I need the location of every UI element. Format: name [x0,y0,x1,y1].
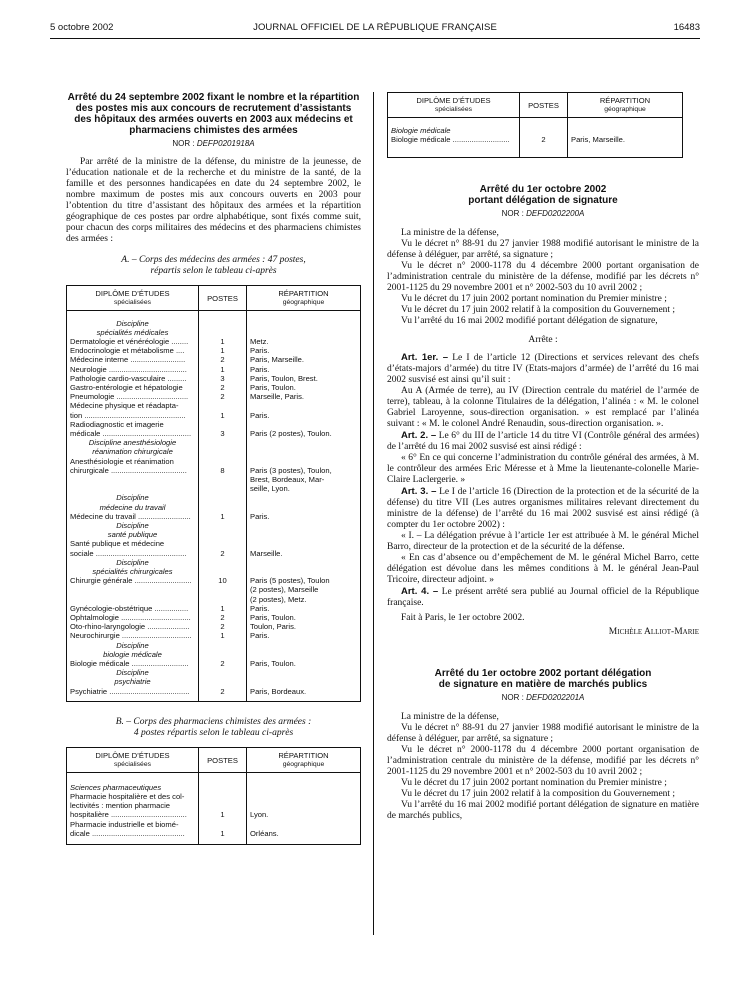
cell-diplome: Biologie médicale ........................... [67,659,199,668]
cell-postes [199,585,247,594]
table-row [67,829,361,838]
col-diplome: DIPLÔME D’ÉTUDES spécialisées [67,748,199,773]
cell-postes: 1 [199,337,247,346]
cell-diplome: sociale ........................................... [67,549,199,558]
cell-postes: 2 [199,622,247,631]
cell-repartition: Toulon, Paris. [247,622,361,631]
cell-postes: 2 [199,687,247,696]
nor-code: DEFD0202201A [526,693,585,703]
table-row [67,650,361,659]
cell-diplome: Dermatologie et vénéréologie ........ [67,337,199,346]
col-repartition: RÉPARTITION géographique [568,93,683,118]
cell-repartition: (2 postes), Metz. [247,595,361,604]
arrete-2-body: La ministre de la défense, Vu le décret n° 88-91 du 27 janvier 1988 modifié autorisant le ministre de la défense à déléguer, par arrêté, sa signature ; Vu le décret n° 2000-1178 du 4 décembre 2000 portant organisation de l’administration centrale du ministère de la défense, modifié par les décrets n° 2001-1125 du 29 novembre 2001 et n° 2002-503 du 10 avril 2002 ; Vu le décret du 17 juin 2002 portant nomination du Premier ministre ; Vu le décret du 17 juin 2002 relatif à la composition du Gouvernement ; Vu l’arrêté du 16 mai 2002 modifié portant délégation de signature, Arrête : Art. 1er. – Le I de l’article 12 (Directions et services relevant des chefs d’états-majors d’armée) du titre IV (Etats-majors d’armée) de l’arrêté du 16 mai 2002 susvisé est ainsi qu’il suit : Au A (Armée de terre), au IV (Direction centrale du matériel de l’armée de terre), tableau, à la colonne Titulaires de la délégation, l’alinéa : « M. le colonel Gabriel Laroyenne, sous-direction organisation. » est remplacé par l’alinéa suivant : « M. le colonel André Renaudin, sous-direction organisation. ». Art. 2. – Le 6° du III de l’article 14 du titre VI (Contrôle général des armées) de l’arrêté du 16 mai 2002 susvisé est ainsi rédigé : « 6° En ce qui concerne l’administration du contrôle général des armées, à M. le contrôleur des armées Eric Méresse et à Mme la lieutenante-colonelle Marie-Claire Laclergerie. » Art. 3. – Le I de l’article 16 (Direction de la protection et de la sécurité de la défense) du titre VII (Les autres organismes militaires relevant directement du ministre de la défense) de l’arrêté du 16 mai 2002 susvisé est ainsi rédigé (à compter du 1er octobre 2002) : « I. – La délégation prévue à l’article 1er est attribuée à M. le général Michel Barro, directeur de la protection et de la sécurité de la défense. « En cas d’absence ou d’empêchement de M. le général Michel Barro, cette délégation est dévolue dans les mêmes conditions à M. le général Jean-Paul Tricoire, directeur adjoint. » Art. 4. – Le présent arrêté sera publié au Journal officiel de la République française. Fait à Paris, le 1er octobre 2002. Michèle Alliot-Marie [387,228,700,638]
table-row [67,595,361,604]
cell-repartition [247,420,361,429]
cell-repartition [247,820,361,829]
cell-diplome: Psychiatrie ...................................... [67,687,199,696]
cell-postes: 1 [199,365,247,374]
discipline-label: réanimation chirurgicale [92,447,173,457]
table-spacer [388,144,683,158]
section-b-subheading: 4 postes répartis selon le tableau ci-après [133,728,294,739]
cell-postes [199,420,247,429]
discipline-label: Discipline [116,668,149,678]
cell-repartition: Paris (3 postes), Toulon, [247,466,361,475]
table-row [67,475,361,484]
cell-diplome [67,475,199,484]
col-postes: POSTES [199,286,247,311]
table-continuation-body [388,118,683,158]
cell-diplome: hospitalière .................................... [67,810,199,819]
table-continuation [387,92,683,158]
cell-repartition: seille, Lyon. [247,484,361,493]
arrete-2-title: Arrêté du 1er octobre 2002 portant délégation de signature [468,184,618,207]
table-medecins-body [67,311,361,702]
arrete-keyword: Arrête : [528,335,558,346]
cell-repartition: Paris, Marseille. [247,355,361,364]
table-row [67,392,361,401]
cell-repartition: Metz. [247,337,361,346]
cell-postes: 1 [199,829,247,838]
cell-diplome: Neurochirurgie ................................. [67,631,199,640]
table-row [67,539,361,548]
cell-diplome: dicale ............................................ [67,829,199,838]
discipline-label: Discipline anesthésiologie [88,438,177,448]
table-row [67,466,361,475]
page-header [50,22,700,36]
column-divider [373,92,374,935]
table-row [67,820,361,829]
table-row [67,604,361,613]
discipline-label: biologie médicale [103,649,162,659]
table-row [67,783,361,792]
discipline-label: Discipline [116,318,149,328]
cell-postes: 3 [199,374,247,383]
cell-repartition: Paris, Marseille. [568,135,683,144]
table-row [67,622,361,631]
cell-diplome: Anesthésiologie et réanimation [67,457,199,466]
arrete-1-nor: NOR : DEFP0201918A [172,139,255,148]
table-row [67,801,361,810]
section-a-heading: A. – Corps des médecins des armées : 47 postes, [121,255,306,265]
cell-diplome [67,595,199,604]
article-3: Art. 3. – Le I de l’article 16 (Direction de la protection et de la sécurité de la défense) du titre VII (Les autres organismes militaires relevant directement du ministre de la défense) de l’arrêté du 16 mai 2002 susvisé est ainsi rédigé (à compter du 1er octobre 2002) : [387,486,700,531]
article-1: Art. 1er. – Le I de l’article 12 (Directions et services relevant des chefs d’états-majors d’armée) du titre IV (Etats-majors d’armée) de l’arrêté du 16 mai 2002 susvisé est ainsi qu’il suit : [387,352,699,386]
cell-diplome: chirurgicale .................................... [67,466,199,475]
cell-repartition: Paris, Toulon, Brest. [247,374,361,383]
discipline-label: Discipline [116,640,149,650]
table-spacer [67,838,361,844]
table-row [67,668,361,677]
table-spacer [67,696,361,702]
table-row [67,503,361,512]
cell-postes [199,457,247,466]
table-row [67,512,361,521]
cell-diplome: Gastro-entérologie et hépatologie [67,383,199,392]
discipline-label: Biologie médicale [391,125,451,135]
table-row [67,438,361,447]
table-row [67,792,361,801]
cell-repartition: Brest, Bordeaux, Mar- [247,475,361,484]
cell-repartition: Marseille, Paris. [247,392,361,401]
cell-repartition: Paris. [247,512,361,521]
header-page-number: 16483 [673,22,700,33]
cell-postes: 8 [199,466,247,475]
table-row [67,521,361,530]
cell-postes [199,820,247,829]
table-row [67,401,361,410]
table-row [67,677,361,686]
col-repartition: RÉPARTITION géographique [247,286,361,311]
cell-postes: 1 [199,810,247,819]
cell-diplome: Médecine interne .......................... [67,355,199,364]
cell-postes [199,792,247,801]
cell-diplome: Endocrinologie et métabolisme .... [67,346,199,355]
discipline-label: médecine du travail [99,502,166,512]
header-journal-title: JOURNAL OFFICIEL DE LA RÉPUBLIQUE FRANÇAISE [253,22,497,33]
table-row [67,420,361,429]
cell-diplome: Médecine physique et réadapta- [67,401,199,410]
discipline-label: psychiatrie [114,677,151,687]
table-row [67,659,361,668]
table-spacer [67,311,361,319]
cell-repartition: Paris (2 postes), Toulon. [247,429,361,438]
cell-postes [199,475,247,484]
cell-diplome: Neurologie ..................................... [67,365,199,374]
col-diplome: DIPLÔME D’ÉTUDES spécialisées [388,93,520,118]
cell-diplome: Santé publique et médecine [67,539,199,548]
article-2: Art. 2. – Le 6° du III de l’article 14 du titre VI (Contrôle général des armées) de l’arrêté du 16 mai 2002 susvisé est ainsi rédigé : [387,430,699,453]
header-date: 5 octobre 2002 [50,22,114,33]
cell-diplome: Pharmacie industrielle et biomé- [67,820,199,829]
table-row [67,355,361,364]
cell-diplome: Pathologie cardio-vasculaire ......... [67,374,199,383]
arrete-1-title: Arrêté du 24 septembre 2002 fixant le nombre et la répartition des postes mis aux concours de recrutement d’assistants des hôpitaux des armées ouverts en 2003 aux médecins et pharmaciens chimistes des armées [67,92,360,136]
cell-postes: 2 [199,549,247,558]
table-row [67,411,361,420]
table-row [67,613,361,622]
section-a-subheading: répartis selon le tableau ci-après [150,266,277,276]
table-row [67,687,361,696]
table-row [67,641,361,650]
cell-postes: 1 [199,631,247,640]
col-diplome: DIPLÔME D’ÉTUDES spécialisées [67,286,199,311]
cell-repartition: Lyon. [247,810,361,819]
cell-repartition: Paris, Toulon. [247,613,361,622]
cell-repartition: Paris, Toulon. [247,383,361,392]
cell-diplome: Gynécologie-obstétrique ................ [67,604,199,613]
section-b-heading: B. – Corps des pharmaciens chimistes des armées : [115,717,312,728]
cell-postes: 1 [199,346,247,355]
table-row [67,328,361,337]
cell-diplome [67,585,199,594]
table-pharmaciens [66,747,361,844]
right-column [387,92,699,822]
arrete-3-title: Arrêté du 1er octobre 2002 portant délégation de signature en matière de marchés publics [434,668,652,691]
table-row [67,810,361,819]
cell-repartition: Paris. [247,346,361,355]
cell-postes: 1 [199,512,247,521]
cell-diplome: Radiodiagnostic et imagerie [67,420,199,429]
col-postes: POSTES [199,748,247,773]
table-pharmaciens-body [67,773,361,844]
discipline-label: santé publique [107,530,158,540]
cell-postes: 1 [199,411,247,420]
table-spacer [67,773,361,783]
cell-diplome: médicale .......................................... [67,429,199,438]
cell-postes [199,595,247,604]
left-column [66,92,361,845]
discipline-label: spécialités médicales [96,327,169,337]
table-row [67,457,361,466]
table-row [67,337,361,346]
cell-postes: 2 [199,383,247,392]
table-row [67,631,361,640]
header-rule [50,38,700,39]
cell-postes: 10 [199,576,247,585]
table-medecins [66,285,361,702]
cell-postes: 3 [199,429,247,438]
table-row [388,126,683,135]
cell-repartition [247,792,361,801]
table-row [67,558,361,567]
table-row [67,447,361,456]
table-row [67,585,361,594]
cell-repartition [247,801,361,810]
cell-repartition: Paris. [247,365,361,374]
fait-a-paris: Fait à Paris, le 1er octobre 2002. [401,613,525,624]
cell-diplome: Ophtalmologie ................................. [67,613,199,622]
cell-repartition: Orléans. [247,829,361,838]
cell-diplome: tion ................................................ [67,411,199,420]
table-row [67,484,361,493]
cell-postes [199,484,247,493]
table-row [67,365,361,374]
cell-diplome: lectivités : mention pharmacie [67,801,199,810]
cell-postes: 2 [199,613,247,622]
cell-repartition: Paris. [247,631,361,640]
table-spacer [388,118,683,126]
cell-repartition: Paris. [247,411,361,420]
table-row [67,567,361,576]
cell-repartition: (2 postes), Marseille [247,585,361,594]
cell-postes: 1 [199,604,247,613]
col-postes: POSTES [520,93,568,118]
table-row [67,530,361,539]
arrete-3-nor: NOR : DEFD0202201A [501,693,585,703]
arrete-1-body: Par arrêté de la ministre de la défense, du ministre de la jeunesse, de l’éducation nationale et de la recherche et du ministre de la santé, de la famille et des personnes handicapées en date du 24 septembre 2002, le nombre maximum de postes mis aux concours ouverts en 2003 pour l’obtention du titre d’assistant des hôpitaux des armées et la répartition géographique de ces postes par ordre alphabétique, sont fixés comme suit, pour chacun des corps militaires des médecins et des pharmaciens chimistes des armées : [66,157,361,244]
cell-repartition: Paris, Bordeaux. [247,687,361,696]
cell-diplome: Pharmacie hospitalière et des col- [67,792,199,801]
table-row [67,346,361,355]
cell-repartition [247,539,361,548]
discipline-label: Sciences pharmaceutiques [70,782,162,792]
cell-repartition [247,401,361,410]
cell-postes: 2 [199,659,247,668]
cell-diplome: Chirurgie générale ........................... [67,576,199,585]
table-row [67,429,361,438]
table-row [67,493,361,502]
cell-diplome: Pneumologie .................................. [67,392,199,401]
table-row [67,576,361,585]
table-row [67,374,361,383]
arrete-3-body: La ministre de la défense, Vu le décret n° 88-91 du 27 janvier 1988 modifié autorisant le ministre de la défense à déléguer, par arrêté, sa signature ; Vu le décret n° 2000-1178 du 4 décembre 2000 portant organisation de l’administration centrale du ministère de la défense, modifié par les décrets n° 2001-1125 du 29 novembre 2001 et n° 2002-503 du 10 avril 2002 ; Vu le décret du 17 juin 2002 portant nomination du Premier ministre ; Vu le décret du 17 juin 2002 relatif à la composition du Gouvernement ; Vu l’arrêté du 16 mai 2002 modifié portant délégation de signature en matière de marchés publics, [387,712,699,822]
cell-diplome: Biologie médicale ........................... [388,135,520,144]
arrete-2-nor: NOR : DEFD0202200A [501,209,585,219]
nor-code: DEFD0202200A [526,209,585,219]
cell-repartition: Paris (5 postes), Toulon [247,576,361,585]
discipline-label: Discipline [116,520,149,530]
cell-postes [199,801,247,810]
cell-postes: 2 [520,135,568,144]
cell-postes [199,401,247,410]
signature: Michèle Alliot-Marie [608,627,699,638]
cell-diplome [67,484,199,493]
cell-repartition [247,457,361,466]
nor-code: DEFP0201918A [196,139,255,148]
article-4: Art. 4. – Le présent arrêté sera publié au Journal officiel de la République française. [387,586,699,609]
cell-postes [199,539,247,548]
cell-postes: 2 [199,355,247,364]
cell-repartition: Paris, Toulon. [247,659,361,668]
table-row [67,319,361,328]
table-row [388,135,683,144]
cell-diplome: Médecine du travail ......................... [67,512,199,521]
col-repartition: RÉPARTITION géographique [247,748,361,773]
discipline-label: Discipline [116,557,149,567]
cell-postes: 2 [199,392,247,401]
cell-repartition: Paris. [247,604,361,613]
cell-diplome: Oto-rhino-laryngologie .................... [67,622,199,631]
cell-repartition: Marseille. [247,549,361,558]
discipline-label: spécialités chirurgicales [92,566,173,576]
table-row [67,549,361,558]
table-row [67,383,361,392]
discipline-label: Discipline [116,493,149,503]
